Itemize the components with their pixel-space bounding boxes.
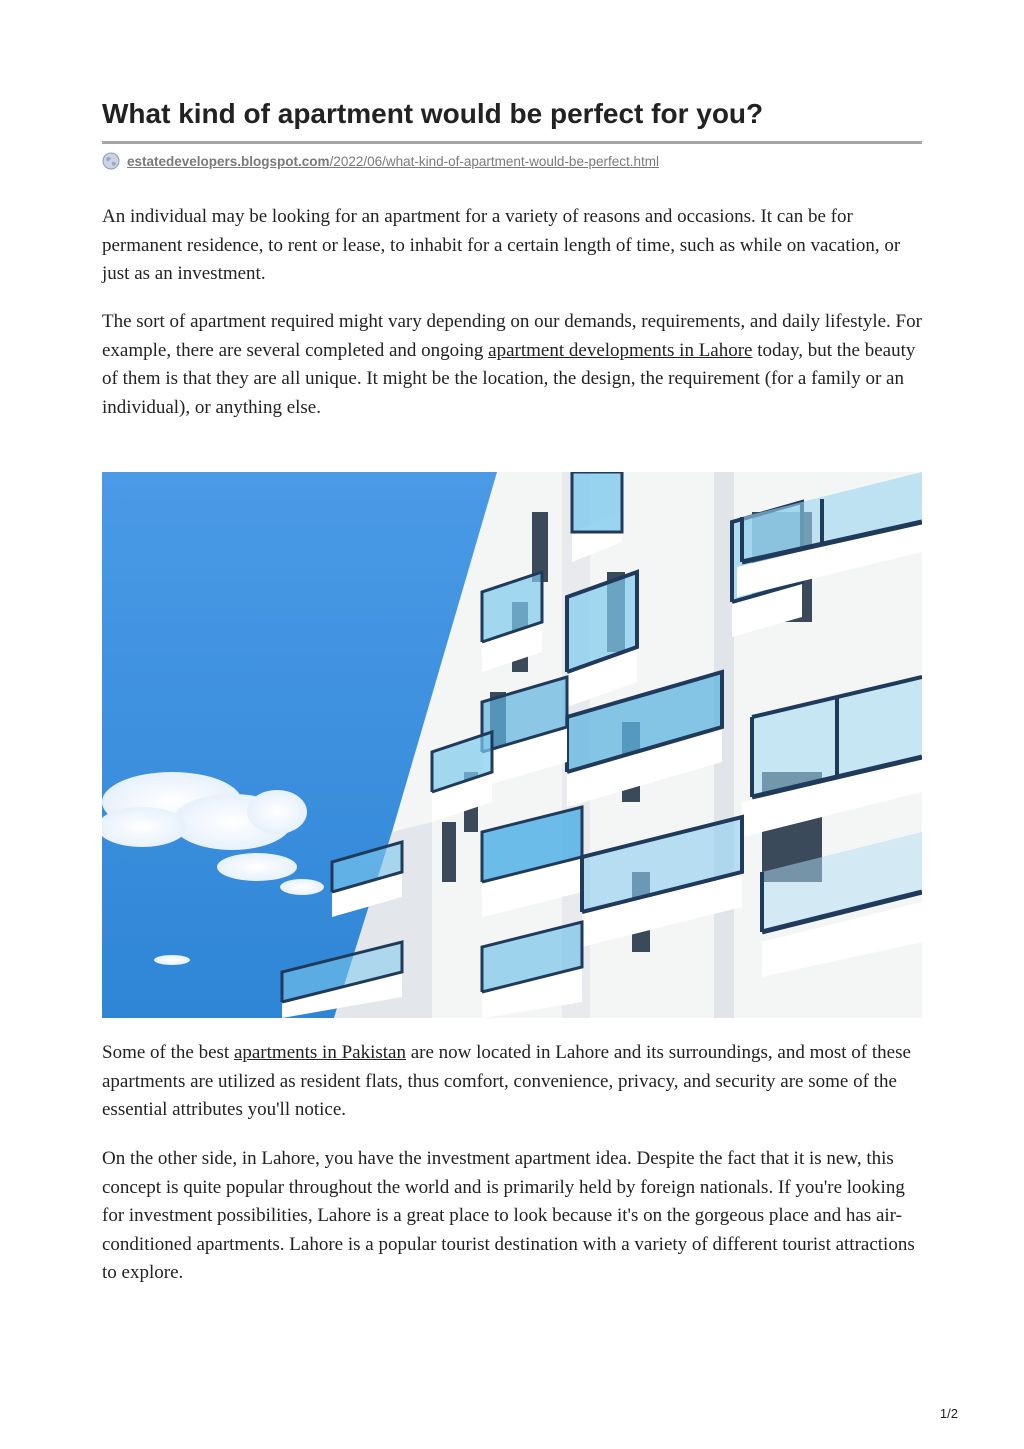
globe-icon [102, 152, 120, 170]
paragraph-investment: On the other side, in Lahore, you have the investment apartment idea. Despite the fact that it is new, this concept is quite popular throughout the world and is primarily held by foreign nationals. If you're looking for investment possibilities, Lahore is a great place to look because it's on the gorgeous place and has air-conditioned apartments. Lahore is a popular tourist destination with a variety of different tourist attractions to explore. [102, 1148, 915, 1284]
paragraph-text: The sort of apartment required might vary depending on our demands, requirements, and daily lifestyle. For example, there are several completed and ongoing [102, 311, 922, 361]
paragraph-best-apartments [102, 1039, 922, 1125]
paragraph-text: today, but the beauty of them is that they are all unique. It might be the location, the design, the requirement (for a family or an individual), or anything else. [102, 339, 916, 418]
paragraph-text: Some of the best [102, 1042, 234, 1063]
paragraph-intro: An individual may be looking for an apartment for a variety of reasons and occasions. It can be for permanent residence, to rent or lease, to inhabit for a certain length of time, such as while on vacation, or just as an investment. [102, 206, 901, 285]
apartment-building-photo [102, 472, 922, 1018]
page-title: What kind of apartment would be perfect for you? [102, 98, 764, 129]
title-divider [102, 141, 922, 144]
source-domain: estatedevelopers.blogspot.com [127, 153, 330, 169]
link-apartment-developments[interactable]: apartment developments in Lahore [488, 339, 753, 361]
source-url [102, 150, 659, 172]
paragraph-types [102, 308, 922, 422]
paragraph-text: are now located in Lahore and its surroundings, and most of these apartments are utilized as resident flats, thus comfort, convenience, privacy, and security are some of the essential attributes you'll notice. [102, 1042, 911, 1121]
source-path: /2022/06/what-kind-of-apartment-would-be-perfect.html [329, 153, 659, 169]
page-number: 1/2 [939, 1406, 958, 1421]
source-link[interactable] [127, 154, 659, 169]
link-apartments-in-pakistan[interactable]: apartments in Pakistan [233, 1042, 406, 1063]
